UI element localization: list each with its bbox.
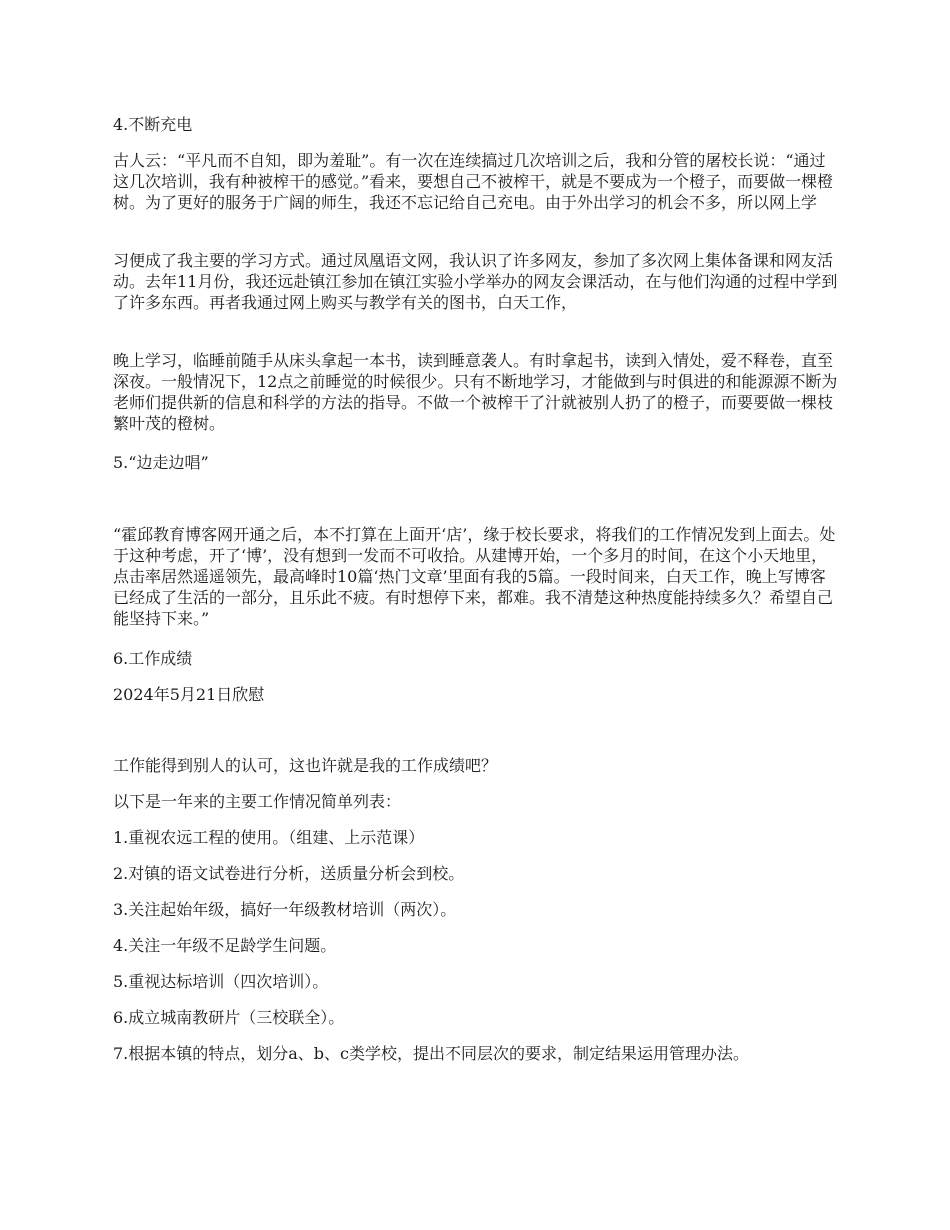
paragraph-list-intro: 以下是一年来的主要工作情况简单列表：: [113, 792, 402, 811]
list-item-1: 1.重视农远工程的使用。（组建、上示范课）: [113, 828, 425, 847]
list-item-7: 7.根据本镇的特点，划分a、b、c类学校，提出不同层次的要求，制定结果运用管理办法。: [113, 1044, 750, 1063]
heading-4-charging: 4.不断充电: [113, 115, 193, 134]
paragraph-recognition: 工作能得到别人的认可，这也许就是我的工作成绩吧？: [113, 756, 498, 775]
list-item-5: 5.重视达标培训（四次培训）。: [113, 972, 329, 991]
paragraph-charging-2: 习便成了我主要的学习方式。通过凤凰语文网，我认识了许多网友，参加了多次网上集体备课和网友活动。去年11月份，我还远赴镇江参加在镇江实验小学举办的网友会课活动，在与他们沟通的过程中学到了许多东西。再者我通过网上购买与教学有关的图书，白天工作，: [113, 251, 838, 312]
list-item-6: 6.成立城南教研片（三校联全）。: [113, 1008, 345, 1027]
heading-6-achievements: 6.工作成绩: [113, 649, 193, 668]
heading-5-walk-sing: 5.“边走边唱”: [113, 453, 209, 472]
date-line: 2024年5月21日欣慰: [113, 685, 265, 704]
list-item-3: 3.关注起始年级，搞好一年级教材培训（两次）。: [113, 900, 457, 919]
list-item-4: 4.关注一年级不足龄学生问题。: [113, 936, 337, 955]
paragraph-charging-1: 古人云：“平凡而不自知，即为羞耻”。有一次在连续搞过几次培训之后，我和分管的屠校长说：“通过这几次培训，我有种被榨干的感觉。”看来，要想自己不被榨干，就是不要成为一个橙子，而要做一棵橙树。为了更好的服务于广阔的师生，我还不忘记给自己充电。由于外出学习的机会不多，所以网上学: [113, 151, 834, 212]
paragraph-blog: “霍邱教育博客网开通之后，本不打算在上面开‘店’，缘于校长要求，将我们的工作情况发到上面去。处于这种考虑，开了‘博’，没有想到一发而不可收拾。从建博开始，一个多月的时间，在这个小天地里，点击率居然遥遥领先，最高峰时10篇‘热门文章’里面有我的5篇。一段时间来，白天工作，晚上写博客已经成了生活的一部分，且乐此不疲。有时想停下来，都难。我不清楚这种热度能持续多久？希望自己能坚持下来。”: [113, 525, 836, 628]
list-item-2: 2.对镇的语文试卷进行分析，送质量分析会到校。: [113, 864, 465, 883]
paragraph-charging-3: 晚上学习，临睡前随手从床头拿起一本书，读到睡意袭人。有时拿起书，读到入情处，爱不释卷，直至深夜。一般情况下，12点之前睡觉的时候很少。只有不断地学习，才能做到与时俱进的和能源源不断为老师们提供新的信息和科学的方法的指导。不做一个被榨干了汁就被别人扔了的橙子，而要要做一棵枝繁叶茂的橙树。: [113, 351, 838, 433]
